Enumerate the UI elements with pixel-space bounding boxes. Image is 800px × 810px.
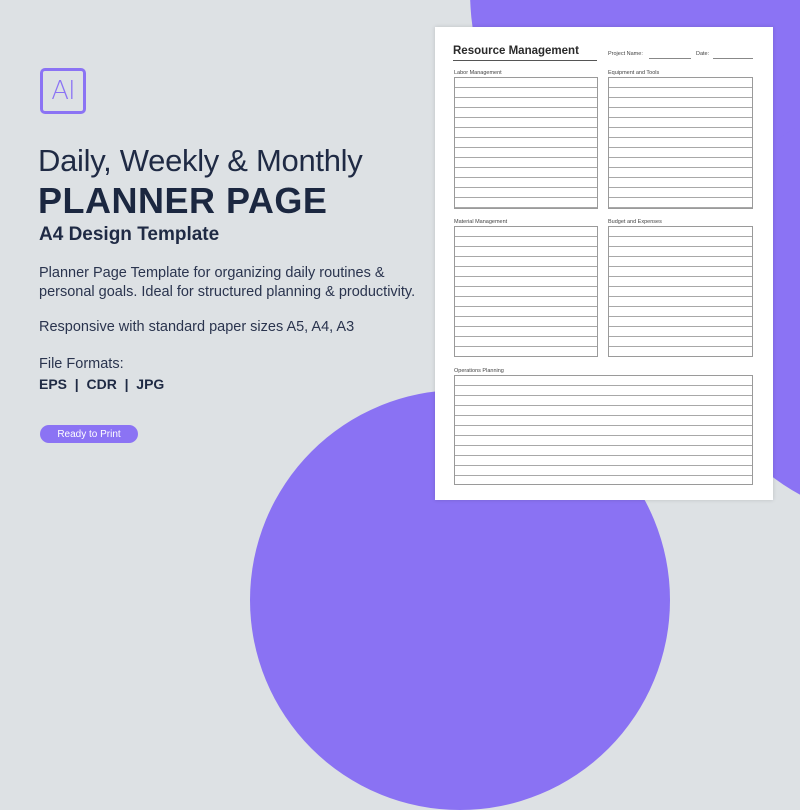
file-formats-list: EPS | CDR | JPG xyxy=(39,376,165,392)
planner-page-preview xyxy=(435,27,773,500)
ready-to-print-badge: Ready to Print xyxy=(40,425,138,443)
section-box-labor xyxy=(454,77,598,209)
title-underline xyxy=(453,60,597,61)
section-label-equipment: Equipment and Tools xyxy=(608,70,660,76)
ai-logo-icon xyxy=(40,68,86,114)
section-box-budget xyxy=(608,226,753,357)
section-box-material xyxy=(454,226,598,357)
section-box-operations xyxy=(454,375,753,485)
planner-title: Resource Management xyxy=(453,45,579,57)
section-label-operations: Operations Planning xyxy=(454,368,504,374)
headline: Daily, Weekly & Monthly xyxy=(38,143,363,178)
date-label: Date: xyxy=(696,51,710,57)
file-formats-label: File Formats: xyxy=(39,356,124,372)
section-box-equipment xyxy=(608,77,753,209)
description: Planner Page Template for organizing daily routines & personal goals. Ideal for structured planning & productivity. xyxy=(39,265,416,300)
project-name-line xyxy=(649,58,691,59)
project-name-label: Project Name: xyxy=(608,51,643,57)
paper-sizes-text: Responsive with standard paper sizes A5, A4, A3 xyxy=(39,319,355,335)
logo-text: AI xyxy=(51,76,75,106)
page-title: PLANNER PAGE xyxy=(38,180,328,221)
subtitle: A4 Design Template xyxy=(39,224,220,245)
section-label-budget: Budget and Expenses xyxy=(608,219,662,225)
date-line xyxy=(713,58,753,59)
section-label-material: Material Management xyxy=(454,219,508,225)
section-label-labor: Labor Management xyxy=(454,70,502,76)
